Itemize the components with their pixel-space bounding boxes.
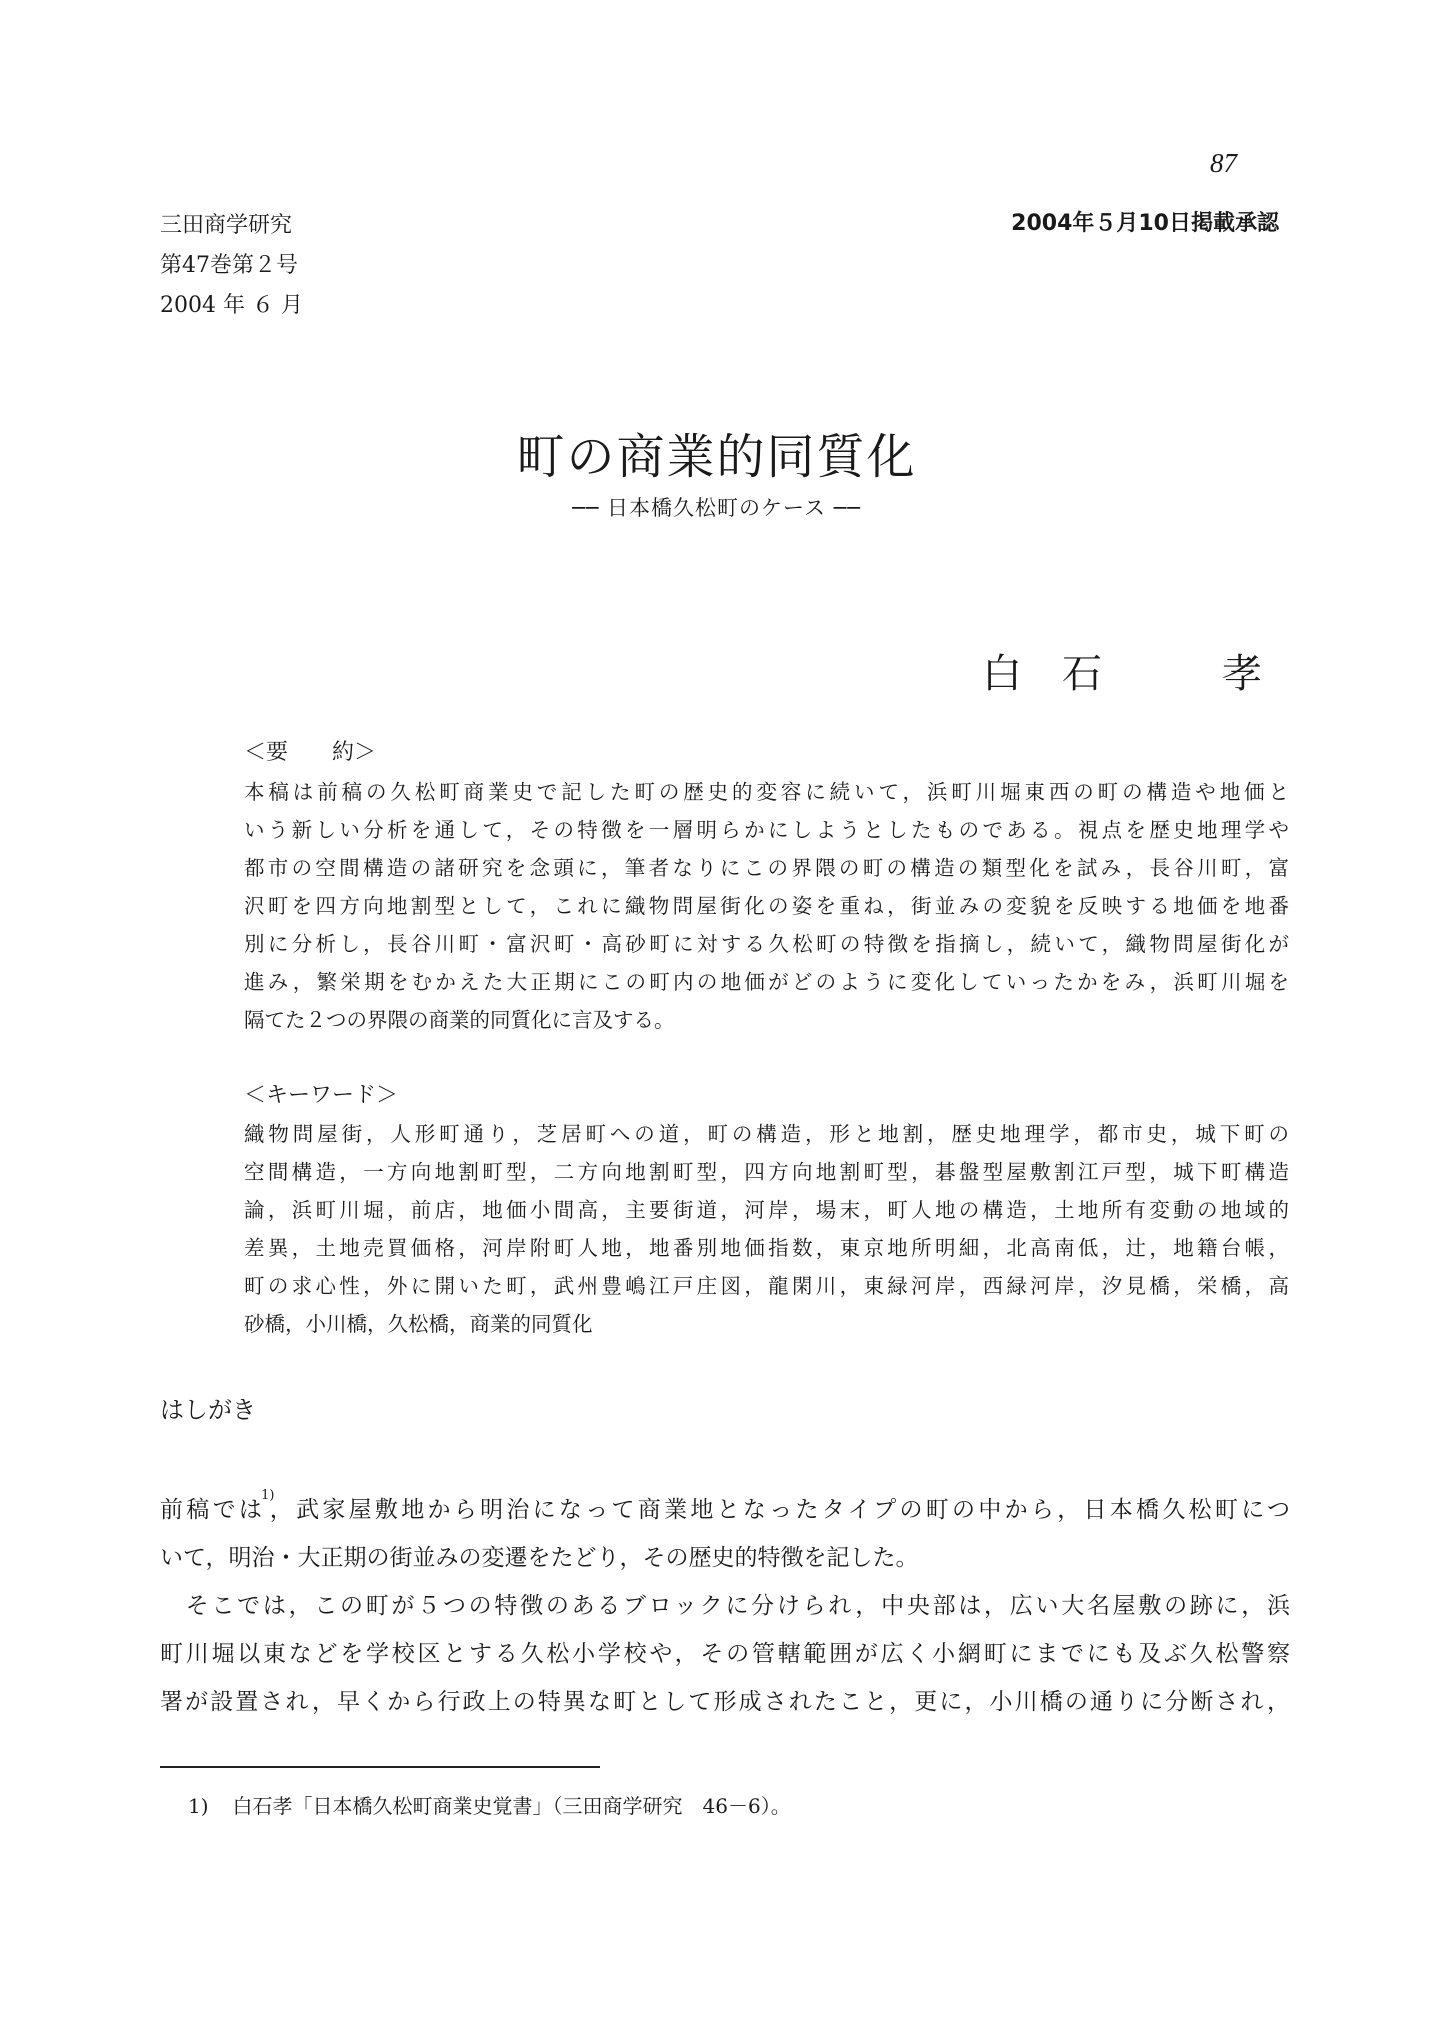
abstract-line: いう新しい分析を通して，その特徴を一層明らかにしようとしたものである。視点を歴史地理学や xyxy=(244,818,1289,842)
approval-date: 2004年５月10日掲載承認 xyxy=(1011,211,1279,236)
abstract-line: 隔てた２つの界隈の商業的同質化に言及する。 xyxy=(244,1008,675,1032)
journal-volume: 第47巻第２号 xyxy=(160,253,298,278)
paper-title: 町の商業的同質化 xyxy=(516,429,917,485)
intro-first-start: 前稿では xyxy=(160,1497,266,1523)
journal-name: 三田商学研究 xyxy=(160,213,293,238)
keywords-body xyxy=(244,1115,1289,1343)
abstract-line: 本稿は前稿の久松町商業史で記した町の歴史的変容に続いて，浜町川堀東西の町の構造や地価と xyxy=(244,780,1289,804)
keywords-line: 町の求心性，外に開いた町，武州豊嶋江戸庄図，龍閑川，東緑河岸，西緑河岸，汐見橋，栄橋，高 xyxy=(244,1274,1289,1298)
author-name: 白 石 孝 xyxy=(982,651,1262,697)
footnote-number: 1) xyxy=(188,1794,209,1818)
footnote-text: 白石孝「日本橋久松町商業史覚書」（三田商学研究 46－6）。 xyxy=(232,1794,791,1818)
abstract-line: 都市の空間構造の諸研究を念頭に，筆者なりにこの界隈の町の構造の類型化を試み，長谷川町，富 xyxy=(244,856,1289,880)
keywords-line: 空間構造，一方向地割町型，二方向地割町型，四方向地割町型，碁盤型屋敷割江戸型，城下町構造 xyxy=(244,1160,1289,1184)
journal-info xyxy=(160,206,303,326)
intro-body xyxy=(160,1472,1290,1726)
paper-subtitle: ── 日本橋久松町のケース ── xyxy=(572,496,861,520)
intro-heading: はしがき xyxy=(160,1396,256,1424)
abstract-line: 沢町を四方向地割型として，これに織物問屋街化の姿を重ね，街並みの変貌を反映する地価を地番 xyxy=(244,894,1289,918)
page-number: 87 xyxy=(1210,148,1237,178)
intro-line: そこでは，この町が５つの特徴のあるブロックに分けられ，中央部は，広い大名屋敷の跡に，浜 xyxy=(160,1593,1290,1619)
intro-first-rest: ，武家屋敷地から明治になって商業地となったタイプの町の中から，日本橋久松町につ xyxy=(266,1497,1291,1523)
footnote xyxy=(188,1790,791,1819)
journal-date: 2004 年 ６ 月 xyxy=(160,293,303,318)
footnote-reference: 1) xyxy=(261,1488,275,1503)
abstract-heading: ＜要 約＞ xyxy=(244,740,377,765)
footnote-divider xyxy=(160,1766,600,1768)
abstract-line: 別に分析し，長谷川町・富沢町・高砂町に対する久松町の特徴を指摘し，続いて，織物問屋街化が xyxy=(244,932,1289,956)
intro-line xyxy=(160,1472,1290,1534)
keywords-heading: ＜キーワード＞ xyxy=(244,1083,399,1108)
abstract-line: 進み，繁栄期をむかえた大正期にこの町内の地価がどのように変化していったかをみ，浜町川堀を xyxy=(244,970,1289,994)
keywords-line: 差異，土地売買価格，河岸附町人地，地番別地価指数，東京地所明細，北高南低，辻，地籍台帳， xyxy=(244,1236,1289,1260)
intro-line: いて，明治・大正期の街並みの変遷をたどり，その歴史的特徴を記した。 xyxy=(160,1545,919,1571)
intro-line: 署が設置され，早くから行政上の特異な町として形成されたこと，更に，小川橋の通りに分断され， xyxy=(160,1689,1290,1715)
intro-line: 町川堀以東などを学校区とする久松小学校や，その管轄範囲が広く小網町にまでにも及ぶ久松警察 xyxy=(160,1641,1290,1667)
keywords-line: 砂橋，小川橋，久松橋，商業的同質化 xyxy=(244,1312,593,1336)
keywords-line: 織物問屋街，人形町通り，芝居町への道，町の構造，形と地割，歴史地理学，都市史，城下町の xyxy=(244,1122,1289,1146)
keywords-line: 論，浜町川堀，前店，地価小間高，主要街道，河岸，場末，町人地の構造，土地所有変動の地域的 xyxy=(244,1198,1289,1222)
abstract-body xyxy=(244,773,1289,1039)
